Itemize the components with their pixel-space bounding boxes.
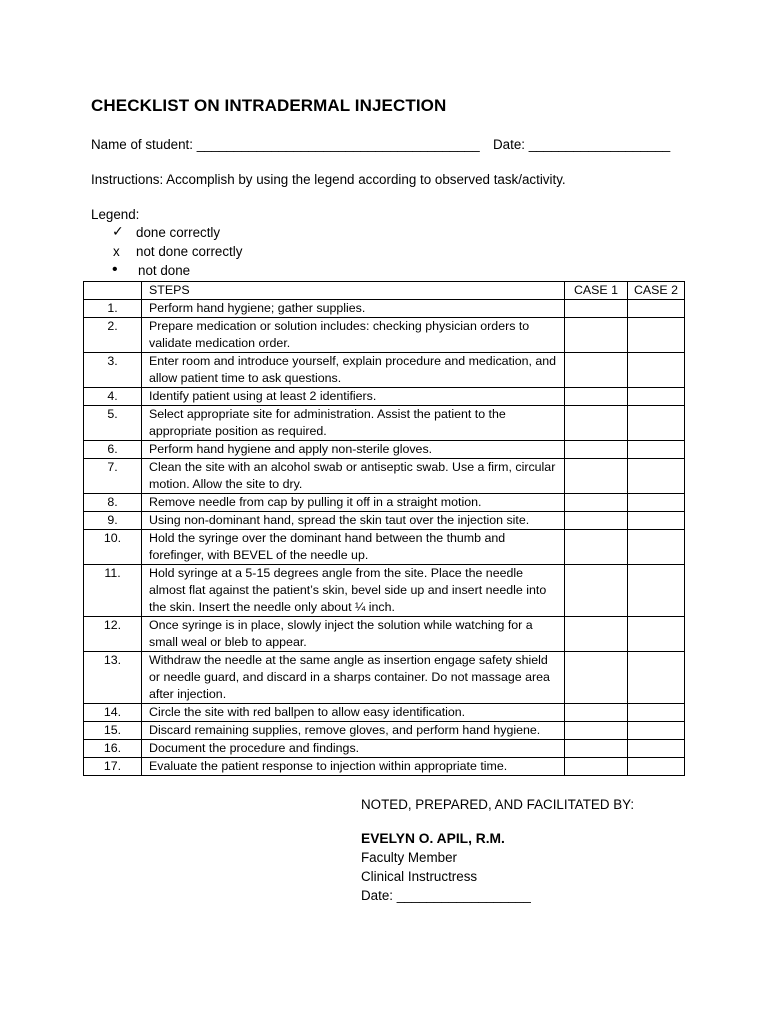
case-1-cell[interactable]	[565, 758, 628, 776]
step-number-cell	[84, 459, 142, 494]
step-description: Identify patient using at least 2 identifiers.	[142, 388, 565, 406]
step-number: 17.	[103, 759, 122, 773]
table-header-row	[84, 282, 685, 300]
step-description: Circle the site with red ballpen to allow easy identification.	[142, 704, 565, 722]
step-number-cell	[84, 740, 142, 758]
step-number-cell	[84, 406, 142, 441]
student-name-line: Name of student: ______________________________________	[91, 137, 480, 152]
instructions-text: Instructions: Accomplish by using the legend according to observed task/activity.	[91, 172, 566, 187]
signatory-role-faculty: Faculty Member	[361, 850, 457, 865]
header-case-2: CASE 2	[628, 282, 685, 300]
step-number-cell	[84, 530, 142, 565]
case-1-cell[interactable]	[565, 388, 628, 406]
table-row	[84, 441, 685, 459]
table-row	[84, 530, 685, 565]
table-row	[84, 406, 685, 441]
step-number-cell	[84, 652, 142, 704]
case-1-cell[interactable]	[565, 441, 628, 459]
step-number: 7.	[107, 460, 118, 474]
step-number: 6.	[107, 442, 118, 456]
table-row	[84, 353, 685, 388]
x-mark-icon: x	[113, 244, 120, 259]
case-1-cell[interactable]	[565, 494, 628, 512]
check-icon: ✓	[112, 223, 124, 239]
step-description: Once syringe is in place, slowly inject the solution while watching for a small weal or bleb to appear.	[142, 617, 565, 652]
case-2-cell[interactable]	[628, 530, 685, 565]
legend-item-label: done correctly	[136, 225, 221, 240]
case-2-cell[interactable]	[628, 722, 685, 740]
table-row	[84, 388, 685, 406]
table-row	[84, 565, 685, 617]
case-2-cell[interactable]	[628, 353, 685, 388]
table-row	[84, 459, 685, 494]
step-description: Hold syringe at a 5-15 degrees angle from the site. Place the needle almost flat against the patient’s skin, bevel side up and insert needle into the skin. Insert the needle only about ¼ inch.	[142, 565, 565, 617]
step-number: 9.	[107, 513, 118, 527]
step-number-cell	[84, 353, 142, 388]
step-number-cell	[84, 388, 142, 406]
header-steps: STEPS	[142, 282, 565, 300]
step-number-cell	[84, 565, 142, 617]
table-row	[84, 494, 685, 512]
step-number-cell	[84, 318, 142, 353]
legend-item-label: not done	[138, 263, 191, 278]
case-1-cell[interactable]	[565, 565, 628, 617]
case-2-cell[interactable]	[628, 300, 685, 318]
step-number-cell	[84, 758, 142, 776]
step-description: Evaluate the patient response to injection within appropriate time.	[142, 758, 565, 776]
step-description: Select appropriate site for administration. Assist the patient to the appropriate position as required.	[142, 406, 565, 441]
step-description: Hold the syringe over the dominant hand between the thumb and forefinger, with BEVEL of the needle up.	[142, 530, 565, 565]
table-row	[84, 512, 685, 530]
step-number: 11.	[104, 566, 121, 580]
case-2-cell[interactable]	[628, 617, 685, 652]
step-number: 3.	[107, 354, 118, 368]
step-number: 16.	[103, 741, 122, 755]
step-description: Enter room and introduce yourself, explain procedure and medication, and allow patient time to ask questions.	[142, 353, 565, 388]
step-number: 8.	[107, 495, 118, 509]
signatory-name: EVELYN O. APIL, R.M.	[361, 831, 505, 846]
case-2-cell[interactable]	[628, 406, 685, 441]
table-row	[84, 758, 685, 776]
case-2-cell[interactable]	[628, 652, 685, 704]
signatory-role-instructress: Clinical Instructress	[361, 869, 478, 884]
case-2-cell[interactable]	[628, 704, 685, 722]
step-description: Clean the site with an alcohol swab or antiseptic swab. Use a firm, circular motion. Allow the site to dry.	[142, 459, 565, 494]
step-number: 13.	[103, 653, 122, 667]
case-1-cell[interactable]	[565, 530, 628, 565]
table-row	[84, 617, 685, 652]
bullet-icon: •	[112, 261, 118, 278]
step-number: 14.	[103, 705, 122, 719]
step-number: 2.	[107, 319, 118, 333]
case-2-cell[interactable]	[628, 318, 685, 353]
table-row	[84, 318, 685, 353]
step-number-cell	[84, 441, 142, 459]
step-description: Withdraw the needle at the same angle as insertion engage safety shield or needle guard, and discard in a sharps container. Do not massage area after injection.	[142, 652, 565, 704]
case-1-cell[interactable]	[565, 300, 628, 318]
case-1-cell[interactable]	[565, 406, 628, 441]
case-1-cell[interactable]	[565, 740, 628, 758]
case-2-cell[interactable]	[628, 565, 685, 617]
case-2-cell[interactable]	[628, 758, 685, 776]
step-description: Discard remaining supplies, remove gloves, and perform hand hygiene.	[142, 722, 565, 740]
case-2-cell[interactable]	[628, 494, 685, 512]
case-2-cell[interactable]	[628, 512, 685, 530]
step-number-cell	[84, 722, 142, 740]
step-number: 12.	[103, 618, 122, 632]
table-row	[84, 704, 685, 722]
table-row	[84, 722, 685, 740]
date-line: Date: ___________________	[493, 137, 671, 152]
case-1-cell[interactable]	[565, 704, 628, 722]
case-1-cell[interactable]	[565, 459, 628, 494]
step-number-cell	[84, 704, 142, 722]
step-number: 4.	[107, 389, 118, 403]
case-1-cell[interactable]	[565, 512, 628, 530]
case-1-cell[interactable]	[565, 353, 628, 388]
header-number-cell	[84, 282, 142, 300]
step-description: Document the procedure and findings.	[142, 740, 565, 758]
step-description: Prepare medication or solution includes: checking physician orders to validate medication order.	[142, 318, 565, 353]
table-row	[84, 300, 685, 318]
step-number: 5.	[107, 407, 118, 421]
case-1-cell[interactable]	[565, 617, 628, 652]
step-description: Remove needle from cap by pulling it off in a straight motion.	[142, 494, 565, 512]
table-row	[84, 740, 685, 758]
step-description: Perform hand hygiene; gather supplies.	[142, 300, 565, 318]
step-number: 15.	[103, 723, 122, 737]
case-2-cell[interactable]	[628, 740, 685, 758]
step-number: 1.	[107, 301, 118, 315]
checklist-body	[84, 300, 685, 776]
case-2-cell[interactable]	[628, 441, 685, 459]
legend-label: Legend:	[91, 207, 140, 222]
step-number: 10.	[103, 531, 122, 545]
table-row	[84, 652, 685, 704]
document-title: CHECKLIST ON INTRADERMAL INJECTION	[91, 96, 447, 115]
step-description: Using non-dominant hand, spread the skin taut over the injection site.	[142, 512, 565, 530]
case-2-cell[interactable]	[628, 388, 685, 406]
step-number-cell	[84, 617, 142, 652]
step-number-cell	[84, 300, 142, 318]
step-number-cell	[84, 512, 142, 530]
checklist-table	[83, 281, 685, 776]
case-1-cell[interactable]	[565, 652, 628, 704]
header-case-1: CASE 1	[565, 282, 628, 300]
case-1-cell[interactable]	[565, 318, 628, 353]
case-2-cell[interactable]	[628, 459, 685, 494]
step-description: Perform hand hygiene and apply non-sterile gloves.	[142, 441, 565, 459]
legend-item-label: not done correctly	[136, 244, 243, 259]
step-number-cell	[84, 494, 142, 512]
signature-date-line: Date: __________________	[361, 888, 531, 903]
case-1-cell[interactable]	[565, 722, 628, 740]
noted-by-label: NOTED, PREPARED, AND FACILITATED BY:	[361, 797, 635, 812]
